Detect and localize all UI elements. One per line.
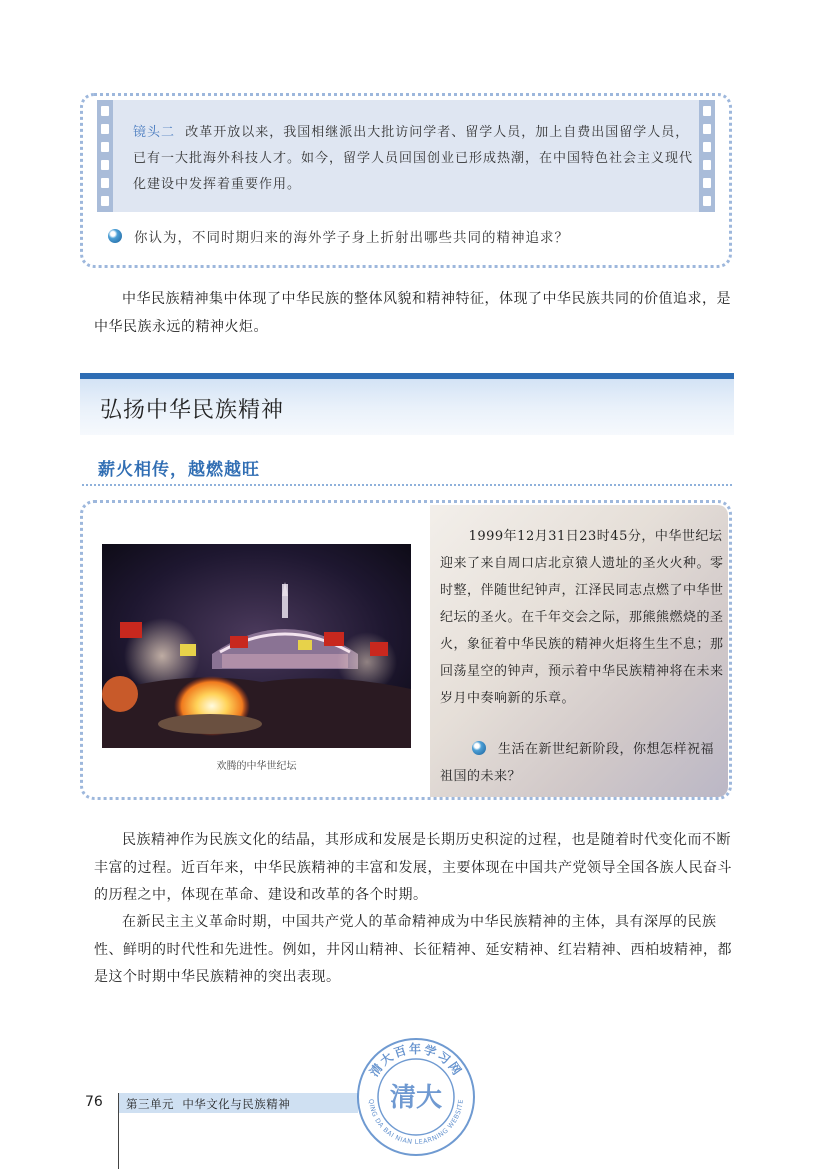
question-bullet-icon xyxy=(108,229,122,243)
lens2-text-block xyxy=(133,120,693,198)
question-1 xyxy=(108,226,708,246)
paragraph-1: 中华民族精神集中体现了中华民族的整体风貌和精神特征，体现了中华民族共同的价值追求，是中华民族永远的精神火炬。 xyxy=(94,291,731,335)
film-perforation-left xyxy=(97,100,113,212)
question-2 xyxy=(440,736,725,790)
century-altar-text: 1999年12月31日23时45分，中华世纪坛迎来了来自周口店北京猿人遗址的圣火火种。零时整，伴随世纪钟声，江泽民同志点燃了中华世纪坛的圣火。在千年交会之际，那熊熊燃烧的圣火，象征着中华民族的精神火炬将生生不息；那回荡星空的钟声，预示着中华民族精神将在未来岁月中奏响新的乐章。 xyxy=(440,529,724,706)
section-title: 弘扬中华民族精神 xyxy=(100,398,285,423)
film-strip-panel xyxy=(97,100,715,212)
question-2-text: 生活在新世纪新阶段，你想怎样祝福祖国的未来？ xyxy=(440,742,715,784)
paragraph-2: 民族精神作为民族文化的结晶，其形成和发展是长期历史积淀的过程，也是随着时代变化而不断丰富的过程。近百年来，中华民族精神的丰富和发展，主要体现在中国共产党领导全国各族人民奋斗的历程之中，体现在革命、建设和改革的各个时期。 xyxy=(94,832,732,903)
photo-caption: 欢腾的中华世纪坛 xyxy=(216,761,297,772)
footer-unit-text xyxy=(126,1096,290,1112)
section-subtitle: 薪火相传，越燃越旺 xyxy=(98,460,260,480)
subtitle-divider xyxy=(82,484,732,486)
century-altar-photo xyxy=(102,544,411,748)
footer-divider xyxy=(118,1093,119,1169)
banner-top-line xyxy=(80,373,734,379)
svg-text:QING DA BAI NIAN LEARNING WEBS: QING DA BAI NIAN LEARNING WEBSITE xyxy=(366,1098,465,1147)
lens2-text: 改革开放以来，我国相继派出大批访问学者、留学人员，加上自费出国留学人员，已有一大批海外科技人才。如今，留学人员回国创业已形成热潮，在中国特色社会主义现代化建设中发挥着重要作用。 xyxy=(133,125,694,192)
section-banner xyxy=(80,373,734,435)
watermark-stamp xyxy=(355,1036,477,1158)
svg-text:清大百年学习网: 清大百年学习网 xyxy=(366,1042,466,1080)
svg-text:清大: 清大 xyxy=(389,1083,443,1113)
page-number: 76 xyxy=(85,1094,103,1110)
film-perforation-right xyxy=(699,100,715,212)
footer-unit-title: 中华文化与民族精神 xyxy=(182,1097,291,1111)
paragraph-3: 在新民主主义革命时期，中国共产党人的革命精神成为中华民族精神的主体，具有深厚的民族性、鲜明的时代性和先进性。例如，井冈山精神、长征精神、延安精神、红岩精神、西柏坡精神，都是这个时期中华民族精神的突出表现。 xyxy=(94,914,732,985)
footer-unit: 第三单元 xyxy=(126,1097,174,1111)
question-1-text: 你认为，不同时期归来的海外学子身上折射出哪些共同的精神追求？ xyxy=(134,230,569,246)
question-bullet-icon xyxy=(472,741,486,755)
lens2-label: 镜头二 xyxy=(133,125,176,140)
